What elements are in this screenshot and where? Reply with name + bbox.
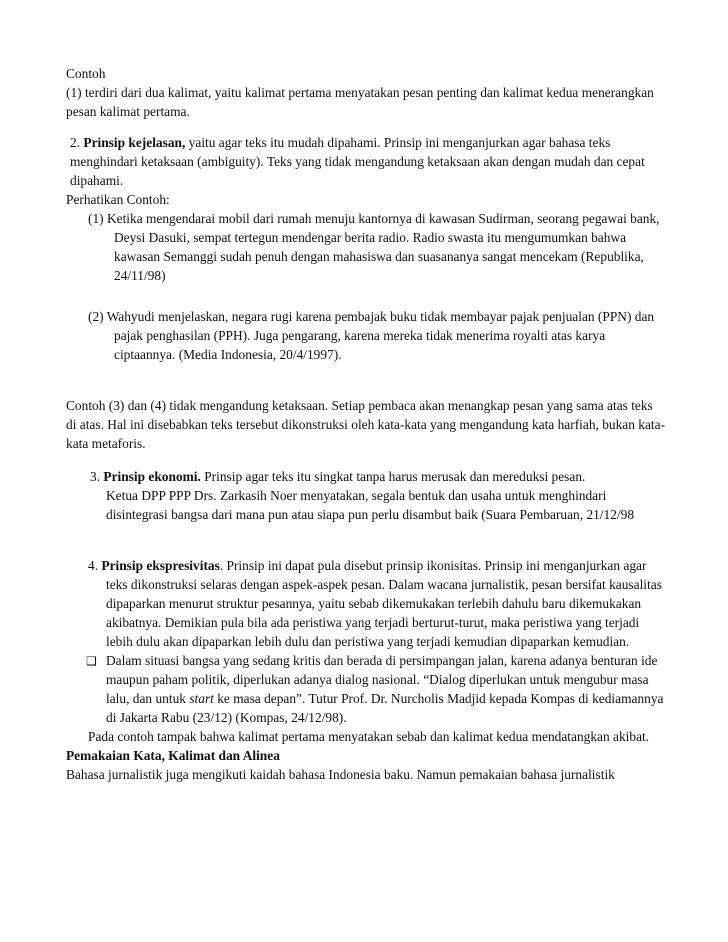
- principle-4-text: . Prinsip ini dapat pula disebut prinsip ikonisitas. Prinsip ini menganjurkan agar teks dikonstruksi selaras dengan aspek-aspek pesan. Dalam wacana jurnalistik, pesan bersifat kausalitas dipaparkan menurut struktur pesannya, yaitu sebab dikemukakan terlebih dahulu baru dikemukakan akibatnya. Demikian pula bila ada peristiwa yang terjadi berturut-turut, maka peristiwa yang terjadi lebih dulu akan dipaparkan lebih dulu dan peristiwa yang terjadi kemudian dipaparkan kemudian.: [106, 558, 662, 649]
- principle-3-number: 3.: [90, 469, 104, 484]
- checkbox-bullet-icon: ❑: [86, 654, 97, 668]
- paragraph-1: (1) terdiri dari dua kalimat, yaitu kalimat pertama menyatakan pesan penting dan kalimat kedua menerangkan pesan kalimat pertama.: [66, 85, 654, 119]
- section-heading: Pemakaian Kata, Kalimat dan Alinea: [66, 748, 280, 763]
- principle-3-text: Prinsip agar teks itu singkat tanpa harus merusak dan mereduksi pesan.: [200, 469, 586, 484]
- document-page: [66, 64, 666, 784]
- example-2: (2) Wahyudi menjelaskan, negara rugi karena pembajak buku tidak membayar pajak penjualan (PPN) dan pajak penghasilan (PPH). Juga pengarang, karena mereka tidak menerima royalti atas karya ciptaannya. (Media Indonesia, 20/4/1997).: [88, 309, 655, 362]
- principle-2: [66, 133, 666, 190]
- label-perhatikan: Perhatikan Contoh:: [66, 192, 170, 207]
- principle-2-title: Prinsip kejelasan,: [83, 135, 186, 150]
- example-1: (1) Ketika mengendarai mobil dari rumah menuju kantornya di kawasan Sudirman, seorang pegawai bank, Deysi Dasuki, sempat tertegun mendengar berita radio. Radio swasta itu mengumumkan bahwa kawasan Semanggi sudah penuh dengan mahasiswa dan suasananya sangat mencekam (Republika, 24/11/98): [88, 211, 660, 283]
- principle-3-title: Prinsip ekonomi.: [103, 469, 201, 484]
- paragraph-last: Bahasa jurnalistik juga mengikuti kaidah bahasa Indonesia baku. Namun pemakaian bahasa jurnalistik: [66, 767, 615, 782]
- bullet-text-italic: start: [189, 691, 214, 706]
- principle-4-number: 4.: [88, 558, 102, 573]
- paragraph-3: Contoh (3) dan (4) tidak mengandung ketaksaan. Setiap pembaca akan menangkap pesan yang sama atas teks di atas. Hal ini disebabkan teks tersebut dikonstruksi oleh kata-kata yang mengandung kata harfiah, bukan kata-kata metaforis.: [66, 398, 666, 451]
- principle-3-example: Ketua DPP PPP Drs. Zarkasih Noer menyatakan, segala bentuk dan usaha untuk menghindari disintegrasi bangsa dari mana pun atau siapa pun perlu disambut baik (Suara Pembaruan, 21/12/98: [106, 488, 635, 522]
- label-contoh: Contoh: [66, 66, 106, 81]
- bullet-text-b: ke masa depan”. Tutur Prof. Dr. Nurcholis Madjid kepada Kompas di kediamannya di Jakarta Rabu (23/12) (Kompas, 24/12/98).: [106, 691, 664, 725]
- principle-4: [66, 556, 666, 651]
- principle-4-title: Prinsip ekspresivitas: [101, 558, 220, 573]
- principle-2-number: 2.: [70, 135, 84, 150]
- principle-2-text: yaitu agar teks itu mudah dipahami. Prinsip ini menganjurkan agar bahasa teks menghindari ketaksaan (ambiguity). Teks yang tidak mengandung ketaksaan akan dengan mudah dan cepat dipahami.: [70, 135, 645, 188]
- bullet-text-a: Dalam situasi bangsa yang sedang kritis dan berada di persimpangan jalan, karena adanya benturan ide maupun paham politik, diperlukan adanya dialog nasional. “Dialog diperlukan untuk mengubur masa lalu, dan untuk: [106, 653, 658, 706]
- paragraph-pada-contoh: Pada contoh tampak bahwa kalimat pertama menyatakan sebab dan kalimat kedua mendatangkan akibat.: [88, 729, 650, 744]
- principle-3: [66, 467, 666, 486]
- bullet-item: [66, 651, 666, 727]
